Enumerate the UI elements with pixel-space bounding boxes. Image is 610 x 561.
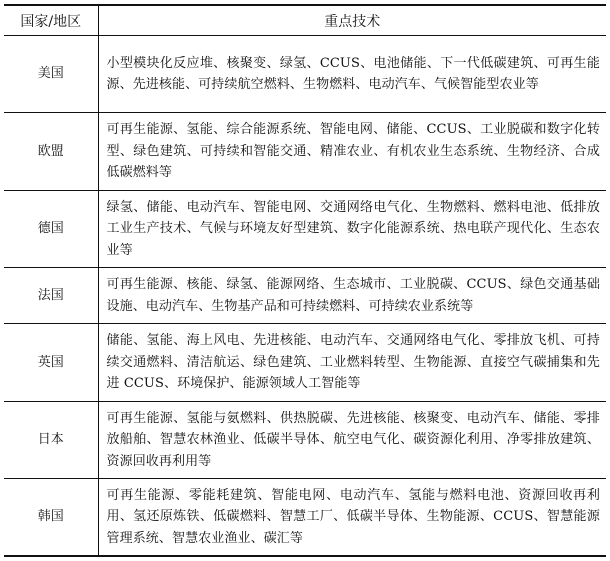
- row-region: 法国: [4, 268, 98, 324]
- row-tech: 可再生能源、氢能、综合能源系统、智能电网、储能、CCUS、工业脱碳和数字化转型、绿色建筑、可持续和智能交通、精准农业、有机农业生态系统、生物经济、合成低碳燃料等: [98, 113, 606, 190]
- table-row: [4, 36, 606, 113]
- row-region: 韩国: [4, 479, 98, 556]
- row-tech: 可再生能源、零能耗建筑、智能电网、电动汽车、氢能与燃料电池、资源回收再利用、氢还原炼铁、低碳燃料、智慧工厂、低碳半导体、生物能源、CCUS、智慧能源管理系统、智慧农业渔业、碳汇等: [98, 479, 606, 556]
- row-tech: 储能、氢能、海上风电、先进核能、电动汽车、交通网络电气化、零排放飞机、可持续交通燃料、清洁航运、绿色建筑、工业燃料转型、生物能源、直接空气碳捕集和先进 CCUS、环境保护、能源领域人工智能等: [98, 324, 606, 401]
- row-region: 日本: [4, 401, 98, 478]
- row-tech: 绿氢、储能、电动汽车、智能电网、交通网络电气化、生物燃料、燃料电池、低排放工业生产技术、气候与环境友好型建筑、数字化能源系统、热电联产现代化、生态农业等: [98, 190, 606, 267]
- header-tech: 重点技术: [98, 5, 606, 36]
- key-technologies-table: [4, 4, 606, 557]
- table-row: [4, 479, 606, 556]
- row-region: 美国: [4, 36, 98, 113]
- row-tech: 小型模块化反应堆、核聚变、绿氢、CCUS、电池储能、下一代低碳建筑、可再生能源、先进核能、可持续航空燃料、生物燃料、电动汽车、气候智能型农业等: [98, 36, 606, 113]
- table-row: [4, 190, 606, 267]
- table-row: [4, 113, 606, 190]
- header-region: 国家/地区: [4, 5, 98, 36]
- row-region: 德国: [4, 190, 98, 267]
- row-tech: 可再生能源、氢能与氨燃料、供热脱碳、先进核能、核聚变、电动汽车、储能、零排放船舶、智慧农林渔业、低碳半导体、航空电气化、碳资源化利用、净零排放建筑、资源回收再利用等: [98, 401, 606, 478]
- table-row: [4, 268, 606, 324]
- table-row: [4, 401, 606, 478]
- table-header-row: [4, 5, 606, 36]
- row-tech: 可再生能源、核能、绿氢、能源网络、生态城市、工业脱碳、CCUS、绿色交通基础设施、电动汽车、生物基产品和可持续燃料、可持续农业系统等: [98, 268, 606, 324]
- table-row: [4, 324, 606, 401]
- row-region: 英国: [4, 324, 98, 401]
- row-region: 欧盟: [4, 113, 98, 190]
